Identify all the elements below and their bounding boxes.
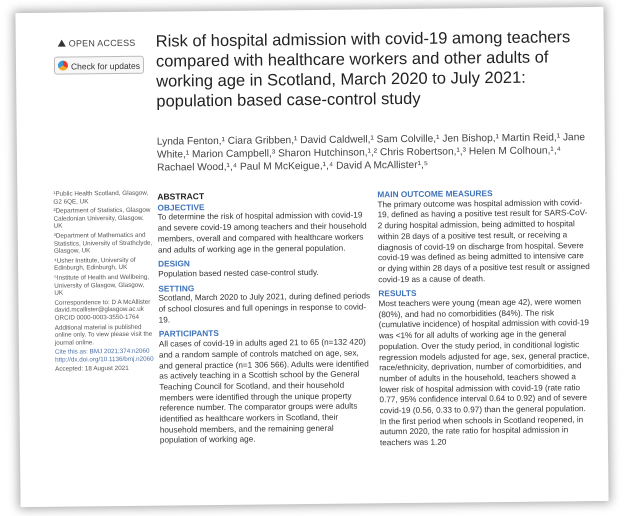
open-access-label: OPEN ACCESS	[68, 37, 136, 49]
author-list: Lynda Fenton,¹ Ciara Gribben,¹ David Caldwell,¹ Sam Colville,¹ Jen Bishop,¹ Martin Reid,¹ Jane White,¹ Marion Campbell,³ Sharon Hutchinson,¹,² Chris Robertson,¹,³ Helen M Colhoun,¹,⁴ Rachael Wood,¹,⁴ Paul M McKeigue,¹,⁴ David A McAllister¹,⁵	[156, 132, 586, 174]
setting-text: Scotland, March 2020 to July 2021, during defined periods of school closures and full openings in response to covid-19.	[158, 291, 371, 325]
open-access-icon	[58, 40, 66, 47]
design-text: Population based nested case-control study.	[158, 267, 319, 279]
design-heading: DESIGN	[158, 258, 190, 269]
abstract-column-right	[377, 187, 592, 452]
objective-text: To determine the risk of hospital admission with covid-19 and severe covid-19 among teachers and their household members, overall and compared with healthcare workers and adults of working age in the general population.	[157, 210, 367, 255]
accepted-date: Accepted: 18 August 2021	[55, 365, 129, 374]
page-curl-fade	[488, 441, 609, 502]
abstract-column-left	[157, 189, 372, 449]
objective-heading: OBJECTIVE	[157, 201, 205, 213]
setting-heading: SETTING	[158, 282, 195, 294]
results-heading: RESULTS	[378, 288, 417, 299]
affiliation: ⁵Institute of Health and Wellbeing, University of Glasgow, Glasgow, UK	[54, 273, 150, 297]
affiliation: ⁴Usher Institute, University of Edinburgh, Edinburgh, UK	[53, 256, 136, 273]
affiliation: ²Department of Statistics, Glasgow Caledonian University, Glasgow, UK	[53, 206, 151, 231]
open-access-badge	[58, 38, 136, 49]
article-title: Risk of hospital admission with covid-19 among teachers compared with healthcare workers and other adults of working age in Scotland, March 2020 to July 2021: population based case-control study	[155, 28, 571, 111]
affiliation: ³Department of Mathematics and Statistics, University of Strathclyde, Glasgow, UK	[53, 231, 153, 255]
article-page	[15, 7, 608, 507]
results-text: Most teachers were young (mean age 42), were women (80%), and had no comorbidities (84%). The risk (cumulative incidence) of hospital admission with covid-19 was <1% for all adults of working age in the general population. Over the study period, in conditional logistic regression models adjusted for age, sex, general practice, race/ethnicity, deprivation, number of comorbidities, and number of adults in the household, teachers showed a lower risk of hospital admission with covid-19 (rate ratio 0.77, 95% confidence interval 0.64 to 0.92) and of severe covid-19 (0.56, 0.33 to 0.97) than the general population. In the first period when schools in Scotland reopened, in autumn 2020, the rate ratio for hospital admission in teachers was 1.20	[378, 297, 590, 448]
check-for-updates-label: Check for updates	[70, 60, 141, 72]
citation-link[interactable]: Cite this as: BMJ 2021;374:n2060 http://dx.doi.org/10.1136/bmj.n2060	[54, 347, 154, 364]
participants-text: All cases of covid-19 in adults aged 21 to 65 (n=132 420) and a random sample of controls matched on age, sex, and general practice (n=1 306 566). Adults were identified as actively teaching in a Scottish school by the General Teaching Council for Scotland, and their household members were identified through the unique property reference number. The comparator groups were adults identified as healthcare workers in Scotland, their household members, and the remaining general population of working age.	[158, 337, 369, 446]
crossmark-icon	[58, 61, 68, 71]
affiliations	[53, 190, 155, 376]
outcome-heading: MAIN OUTCOME MEASURES	[377, 188, 493, 200]
outcome-text: The primary outcome was hospital admission with covid-19, defined as having a positive test result for SARS-CoV-2 during hospital admission, being admitted to hospital within 28 days of a positive test result, or receiving a diagnosis of covid-19 on discharge from hospital. Severe covid-19 was defined as being admitted to intensive care or dying within 28 days of a positive test result or assigned covid-19 as a cause of death.	[377, 197, 590, 284]
participants-heading: PARTICIPANTS	[158, 328, 219, 340]
check-for-updates-button[interactable]	[54, 56, 144, 75]
correspondence: Correspondence to: D A McAllister david.mcallister@glasgow.ac.uk ORCID 0000-0003-3550-1764	[54, 298, 151, 322]
affiliation: ¹Public Health Scotland, Glasgow, G2 6QE, UK	[53, 189, 149, 206]
additional-material: Additional material is published online only. To view please visit the journal online.	[54, 323, 153, 347]
abstract-heading: ABSTRACT	[157, 191, 205, 202]
